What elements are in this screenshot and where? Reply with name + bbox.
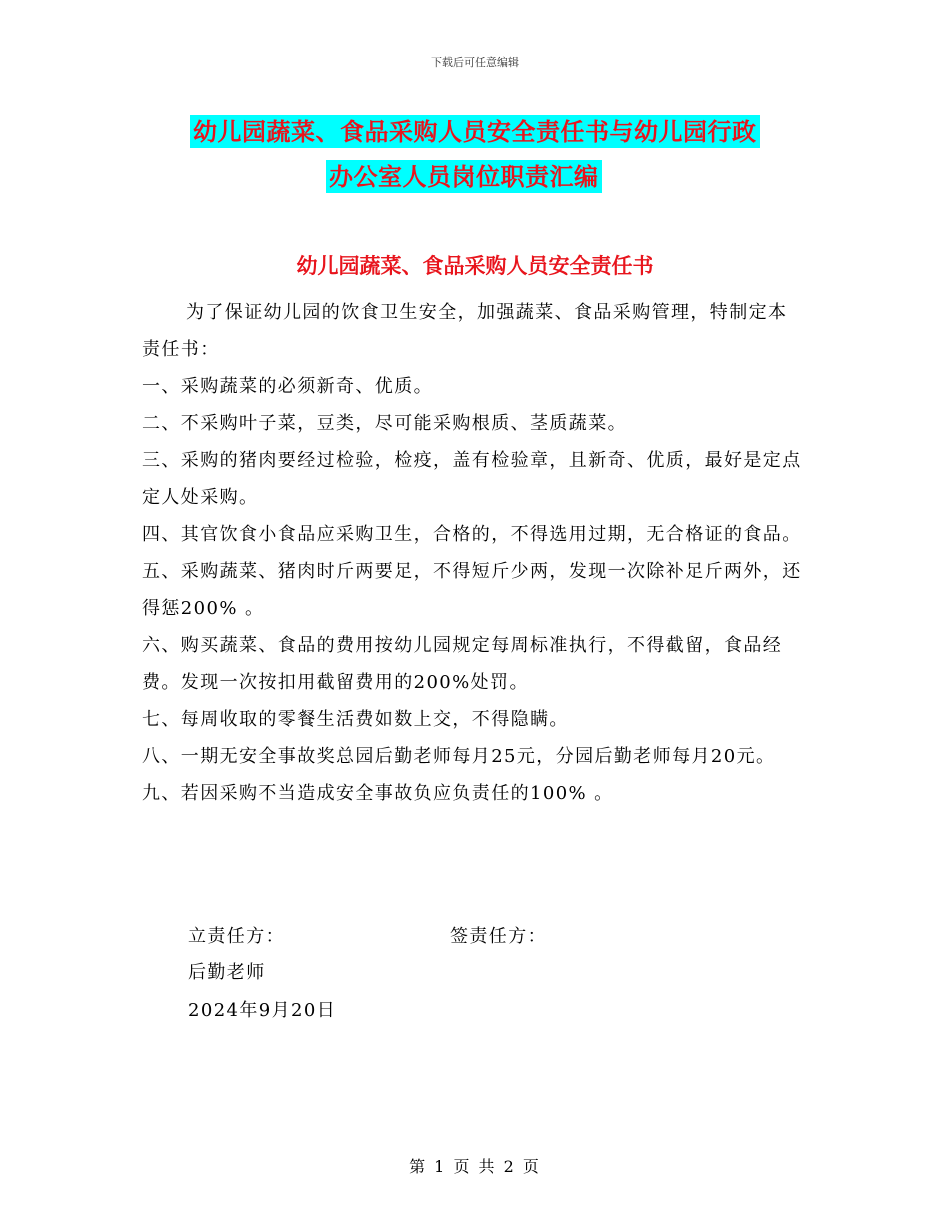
list-item: 五、采购蔬菜、猪肉时斤两要足，不得短斤少两，发现一次除补足斤两外，还得惩200% 。 — [142, 561, 802, 619]
party-a-name: 后勤老师 — [188, 962, 266, 983]
list-item: 二、不采购叶子菜，豆类，尽可能采购根质、茎质蔬菜。 — [142, 413, 627, 434]
party-a-label: 立责任方： — [188, 926, 285, 947]
list-item: 九、若因采购不当造成安全事故负应负责任的100% 。 — [142, 783, 614, 804]
document-title-line-1-text: 幼儿园蔬菜、食品采购人员安全责任书与幼儿园行政 — [190, 115, 760, 148]
document-title-line-2 — [326, 157, 602, 192]
list-item: 六、购买蔬菜、食品的费用按幼儿园规定每周标准执行，不得截留，食品经费。发现一次按扣用截留费用的200%处罚。 — [142, 635, 783, 693]
responsibility-list — [142, 368, 802, 812]
section-title: 幼儿园蔬菜、食品采购人员安全责任书 — [296, 253, 654, 278]
page-footer: 第 1 页 共 2 页 — [409, 1157, 541, 1176]
party-b-label: 签责任方： — [450, 926, 547, 947]
list-item: 八、一期无安全事故奖总园后勤老师每月25元，分园后勤老师每月20元。 — [142, 746, 776, 767]
signature-date: 2024年9月20日 — [188, 1000, 337, 1021]
intro-paragraph: 为了保证幼儿园的饮食卫生安全，加强蔬菜、食品采购管理，特制定本责任书： — [142, 302, 788, 360]
list-item: 七、每周收取的零餐生活费如数上交，不得隐瞒。 — [142, 709, 569, 730]
document-title-line-2-text: 办公室人员岗位职责汇编 — [326, 160, 602, 193]
document-title-line-1 — [190, 112, 760, 147]
header-note: 下载后可任意编辑 — [431, 56, 519, 69]
list-item: 四、其官饮食小食品应采购卫生，合格的，不得选用过期，无合格证的食品。 — [142, 524, 802, 545]
list-item: 三、采购的猪肉要经过检验，检疫，盖有检验章，且新奇、优质，最好是定点定人处采购。 — [142, 450, 802, 508]
list-item: 一、采购蔬菜的必须新奇、优质。 — [142, 376, 433, 397]
